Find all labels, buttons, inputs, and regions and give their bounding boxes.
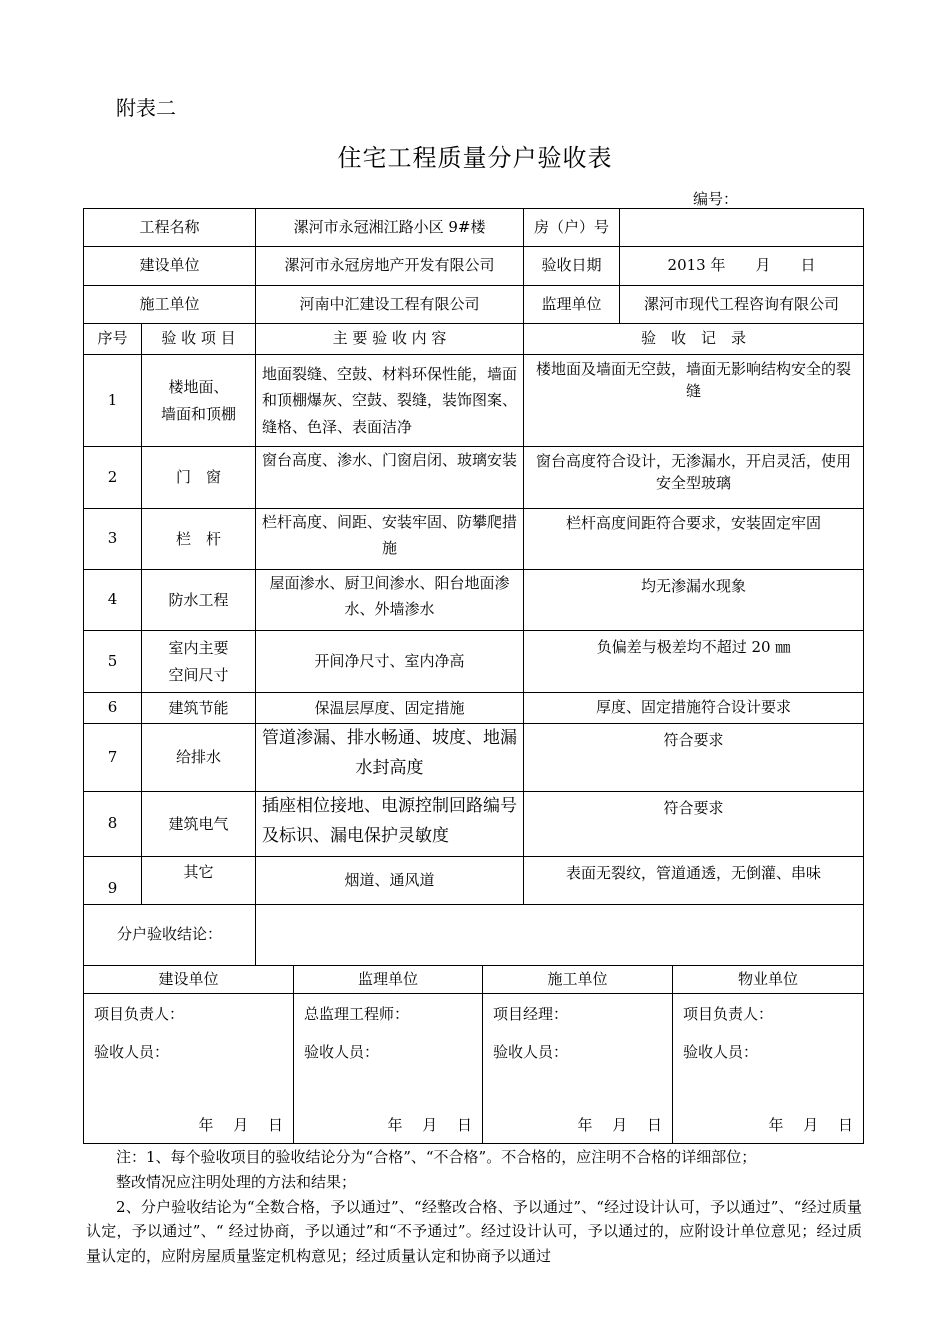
signoff-unit-property: 物业单位 [673, 966, 864, 994]
col-no-header: 序号 [84, 324, 142, 355]
col-item-header: 验 收 项 目 [142, 324, 256, 355]
property-leader-label[interactable]: 项目负责人： [683, 1005, 774, 1023]
signoff-cell-builder [84, 994, 294, 1144]
row-item: 其它 [142, 857, 256, 905]
supervisor-label: 监理单位 [524, 286, 620, 324]
row-item: 室内主要 空间尺寸 [142, 631, 256, 693]
row-record[interactable]: 符合要求 [524, 792, 864, 857]
signoff-unit-supervisor: 监理单位 [294, 966, 483, 994]
row-number: 3 [84, 509, 142, 570]
inspection-date-value[interactable]: 2013 年 月 日 [620, 247, 864, 286]
signoff-cell-property [673, 994, 864, 1144]
supervisor-sign-date[interactable]: 年 月 日 [387, 1116, 472, 1135]
table-row [84, 355, 864, 447]
row-number: 2 [84, 447, 142, 509]
signoff-cell-supervisor [294, 994, 483, 1144]
note-1b: 整改情况应注明处理的方法和结果； [116, 1172, 357, 1191]
signoff-header-row [84, 966, 864, 994]
conclusion-value[interactable] [256, 905, 864, 966]
builder-leader-label[interactable]: 项目负责人： [94, 1005, 185, 1023]
signoff-cell-contractor [483, 994, 673, 1144]
supervisor-value: 漯河市现代工程咨询有限公司 [620, 286, 864, 324]
contractor-leader-label[interactable]: 项目经理： [493, 1005, 569, 1023]
notes-section [86, 1145, 862, 1269]
project-name-value: 漯河市永冠湘江路小区 9#楼 [256, 209, 524, 247]
room-number-value[interactable] [620, 209, 864, 247]
property-inspector-label[interactable]: 验收人员： [683, 1043, 759, 1061]
property-sign-date[interactable]: 年 月 日 [768, 1116, 853, 1135]
row-content: 开间净尺寸、室内净高 [256, 631, 524, 693]
table-row [84, 792, 864, 857]
row-content: 窗台高度、渗水、门窗启闭、玻璃安装 [256, 447, 524, 509]
table-row [84, 724, 864, 792]
appendix-label: 附表二 [116, 96, 176, 120]
row-number: 8 [84, 792, 142, 857]
row-item: 建筑电气 [142, 792, 256, 857]
row-content: 栏杆高度、间距、安装牢固、防攀爬措施 [256, 509, 524, 570]
row-record[interactable]: 均无渗漏水现象 [524, 570, 864, 631]
row-item: 楼地面、 墙面和顶棚 [142, 355, 256, 447]
supervisor-inspector-label[interactable]: 验收人员： [304, 1043, 380, 1061]
signoff-unit-builder: 建设单位 [84, 966, 294, 994]
builder-value: 漯河市永冠房地产开发有限公司 [256, 247, 524, 286]
col-content-header: 主 要 验 收 内 容 [256, 324, 524, 355]
inspection-date-label: 验收日期 [524, 247, 620, 286]
contractor-inspector-label[interactable]: 验收人员： [493, 1043, 569, 1061]
row-record[interactable]: 表面无裂纹，管道通透，无倒灌、串味 [524, 857, 864, 905]
row-number: 5 [84, 631, 142, 693]
conclusion-row [84, 905, 864, 966]
note-2: 2、分户验收结论为“全数合格，予以通过”、“经整改合格、予以通过”、“经过设计认可，予以通过”、“经过质量认定，予以通过”、“ 经过协商，予以通过”和“不予通过”。经过设计认可，予以通过的，应附设计单位意见；经过质量认定的，应附房屋质量鉴定机构意见；经过质量认定和协商予以通过 [86, 1197, 862, 1265]
row-number: 4 [84, 570, 142, 631]
builder-row [84, 247, 864, 286]
contractor-sign-date[interactable]: 年 月 日 [577, 1116, 662, 1135]
inspection-table [83, 208, 864, 966]
table-row [84, 509, 864, 570]
row-content: 地面裂缝、空鼓、材料环保性能，墙面和顶棚爆灰、空鼓、裂缝，装饰图案、缝格、色泽、表面洁净 [256, 355, 524, 447]
row-content: 保温层厚度、固定措施 [256, 693, 524, 724]
table-row [84, 570, 864, 631]
table-row [84, 447, 864, 509]
contractor-value: 河南中汇建设工程有限公司 [256, 286, 524, 324]
supervisor-leader-label[interactable]: 总监理工程师： [304, 1005, 410, 1023]
row-number: 7 [84, 724, 142, 792]
table-row [84, 631, 864, 693]
row-item: 栏 杆 [142, 509, 256, 570]
row-record[interactable]: 符合要求 [524, 724, 864, 792]
contractor-row [84, 286, 864, 324]
row-record[interactable]: 楼地面及墙面无空鼓，墙面无影响结构安全的裂缝 [524, 355, 864, 447]
row-number: 1 [84, 355, 142, 447]
column-header-row [84, 324, 864, 355]
note-1a: 注：1、每个验收项目的验收结论分为“合格”、“不合格”。不合格的，应注明不合格的详细部位； [116, 1148, 757, 1166]
contractor-label: 施工单位 [84, 286, 256, 324]
row-item: 防水工程 [142, 570, 256, 631]
row-content: 插座相位接地、电源控制回路编号及标识、漏电保护灵敏度 [256, 792, 524, 857]
serial-number-label: 编号： [693, 190, 739, 208]
form-title: 住宅工程质量分户验收表 [337, 144, 613, 172]
builder-sign-date[interactable]: 年 月 日 [198, 1116, 283, 1135]
builder-inspector-label[interactable]: 验收人员： [94, 1043, 170, 1061]
row-item: 门 窗 [142, 447, 256, 509]
row-number: 9 [84, 857, 142, 905]
signoff-body-row [84, 994, 864, 1144]
row-record[interactable]: 厚度、固定措施符合设计要求 [524, 693, 864, 724]
signoff-table [83, 965, 864, 1144]
col-record-header: 验 收 记 录 [524, 324, 864, 355]
row-content: 管道渗漏、排水畅通、坡度、地漏水封高度 [256, 724, 524, 792]
signoff-unit-contractor: 施工单位 [483, 966, 673, 994]
row-content: 屋面渗水、厨卫间渗水、阳台地面渗水、外墙渗水 [256, 570, 524, 631]
row-number: 6 [84, 693, 142, 724]
builder-label: 建设单位 [84, 247, 256, 286]
row-record[interactable]: 栏杆高度间距符合要求，安装固定牢固 [524, 509, 864, 570]
project-name-label: 工程名称 [84, 209, 256, 247]
row-record[interactable]: 负偏差与极差均不超过 20 ㎜ [524, 631, 864, 693]
row-item: 给排水 [142, 724, 256, 792]
row-content: 烟道、通风道 [256, 857, 524, 905]
table-row [84, 857, 864, 905]
table-row [84, 693, 864, 724]
row-record[interactable]: 窗台高度符合设计，无渗漏水，开启灵活，使用安全型玻璃 [524, 447, 864, 509]
conclusion-label: 分户验收结论： [84, 905, 256, 966]
project-row [84, 209, 864, 247]
row-item: 建筑节能 [142, 693, 256, 724]
room-number-label: 房（户）号 [524, 209, 620, 247]
